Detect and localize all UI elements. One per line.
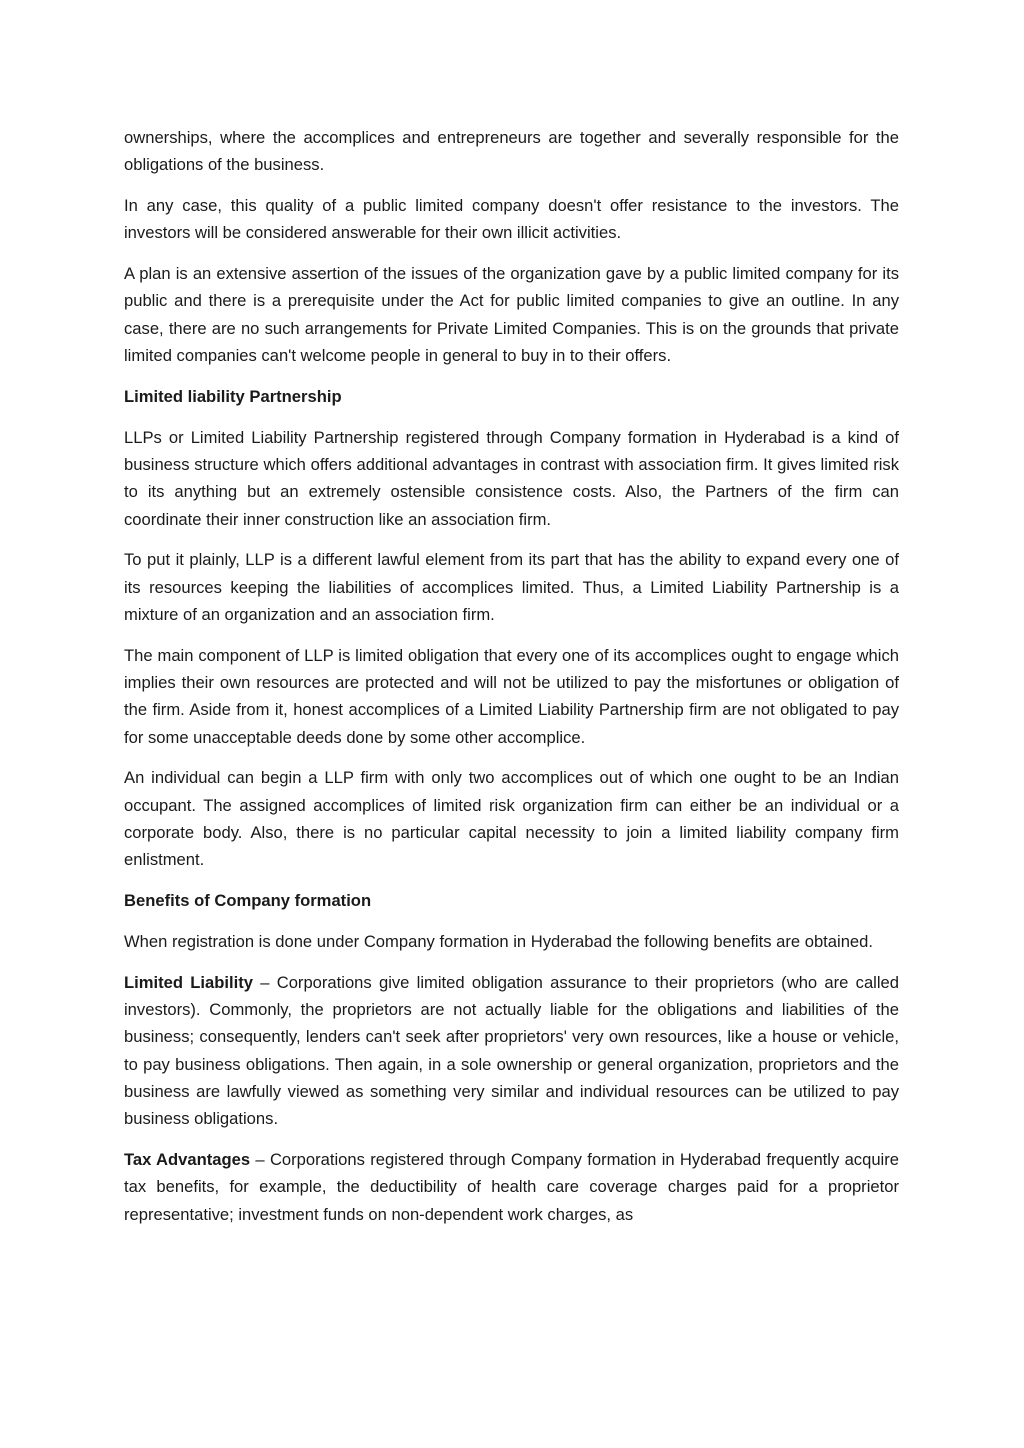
- lead-term: Limited Liability: [124, 972, 253, 992]
- paragraph: ownerships, where the accomplices and entrepreneurs are together and severally responsible for the obligations of the business.: [124, 128, 899, 175]
- lead-body: – Corporations registered through Company formation in Hyderabad frequently acquire tax benefits, for example, the deductibility of health care coverage charges paid for a proprietor representative; investment funds on non-dependent work charges, as: [124, 1150, 899, 1224]
- paragraph: The main component of LLP is limited obligation that every one of its accomplices ought to engage which implies their own resources are protected and will not be utilized to pay the misfortunes or obligation of the firm. Aside from it, honest accomplices of a Limited Liability Partnership firm are not obligated to pay for some unacceptable deeds done by some other accomplice.: [124, 645, 899, 747]
- lead-term: Tax Advantages: [124, 1150, 251, 1169]
- lead-paragraph: [124, 1146, 899, 1228]
- paragraph: To put it plainly, LLP is a different lawful element from its part that has the ability to expand every one of its resources keeping the liabilities of accomplices limited. Thus, a Limited Liability Partnership is a mixture of an organization and an association firm.: [124, 550, 899, 624]
- paragraph: An individual can begin a LLP firm with only two accomplices out of which one ought to be an Indian occupant. The assigned accomplices of limited risk organization firm can either be an individual or a corporate body. Also, there is no particular capital necessity to join a limited liability company firm enlistment.: [124, 768, 899, 870]
- paragraph: LLPs or Limited Liability Partnership registered through Company formation in Hyderabad is a kind of business structure which offers additional advantages in contrast with association firm. It gives limited risk to its anything but an extremely ostensible consistence costs. Also, the Partners of the firm can coordinate their inner construction like an association firm.: [124, 427, 899, 529]
- paragraph: A plan is an extensive assertion of the issues of the organization gave by a public limited company for its public and there is a prerequisite under the Act for public limited companies to give an outline. In any case, there are no such arrangements for Private Limited Companies. This is on the grounds that private limited companies can't welcome people in general to buy in to their offers.: [124, 264, 899, 366]
- document-page: [124, 124, 899, 1241]
- section-heading: Benefits of Company formation: [124, 891, 372, 911]
- section-heading: Limited liability Partnership: [124, 386, 342, 406]
- paragraph: In any case, this quality of a public limited company doesn't offer resistance to the investors. The investors will be considered answerable for their own illicit activities.: [124, 196, 899, 243]
- paragraph: When registration is done under Company formation in Hyderabad the following benefits are obtained.: [124, 931, 874, 951]
- lead-paragraph: [124, 969, 899, 1133]
- lead-body: – Corporations give limited obligation assurance to their proprietors (who are called investors). Commonly, the proprietors are not actually liable for the obligations and liabilities of the business; consequently, lenders can't seek after proprietors' very own resources, like a house or vehicle, to pay business obligations. Then again, in a sole ownership or general organization, proprietors and the business are lawfully viewed as something very similar and individual resources can be utilized to pay business obligations.: [124, 972, 899, 1129]
